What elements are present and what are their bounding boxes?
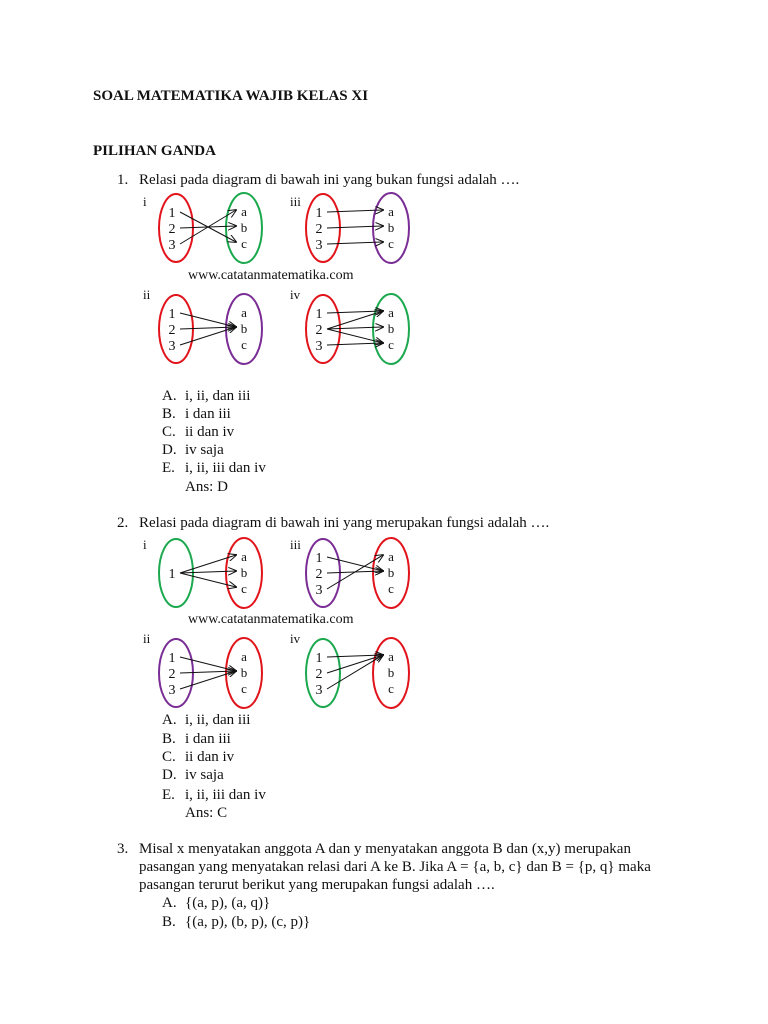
q3-line-3: pasangan terurut berikut yang merupakan fungsi adalah …. xyxy=(139,877,495,893)
q2-label-i: i xyxy=(143,537,147,552)
q1-option-c-text: ii dan iv xyxy=(185,424,235,440)
domain-element-3: 3 xyxy=(315,339,323,354)
q1-option-a-letter: A. xyxy=(162,388,177,404)
codomain-element-a: a xyxy=(388,649,394,664)
mapping-arrow-2-b xyxy=(180,671,236,673)
domain-element-1: 1 xyxy=(168,206,176,221)
domain-element-2: 2 xyxy=(168,667,176,682)
q2-label-iii: iii xyxy=(290,537,301,552)
codomain-element-c: c xyxy=(388,337,394,352)
q1-answer: Ans: D xyxy=(185,479,228,495)
domain-element-2: 2 xyxy=(315,323,323,338)
mapping-arrow-2-b xyxy=(180,327,236,329)
mapping-arrow-2-b xyxy=(327,226,383,228)
codomain-element-b: b xyxy=(240,220,248,235)
q2-option-a-text: i, ii, dan iii xyxy=(185,712,251,728)
codomain-element-a: a xyxy=(241,549,247,564)
q2-option-e-letter: E. xyxy=(162,787,175,803)
q2-label-iv: iv xyxy=(290,631,301,646)
domain-element-2: 2 xyxy=(315,222,323,237)
q3-option-b-letter: B. xyxy=(162,914,176,930)
domain-element-3: 3 xyxy=(168,339,176,354)
q1-website: www.catatanmatematika.com xyxy=(188,268,354,283)
domain-element-2: 2 xyxy=(168,323,176,338)
q2-option-b-letter: B. xyxy=(162,731,176,747)
q2-label-ii: ii xyxy=(143,631,151,646)
domain-element-1: 1 xyxy=(315,307,323,322)
q2-website: www.catatanmatematika.com xyxy=(188,612,354,627)
diagram-q1-iv xyxy=(297,291,427,371)
codomain-element-c: c xyxy=(241,236,247,251)
domain-element-1: 1 xyxy=(315,206,323,221)
q1-label-ii: ii xyxy=(143,287,151,302)
codomain-element-a: a xyxy=(241,305,247,320)
codomain-element-a: a xyxy=(388,305,394,320)
q1-option-d-letter: D. xyxy=(162,442,177,458)
mapping-arrow-2-c xyxy=(327,329,383,343)
diagram-q2-iv xyxy=(297,635,427,715)
domain-element-2: 2 xyxy=(315,667,323,682)
codomain-element-c: c xyxy=(388,681,394,696)
codomain-element-b: b xyxy=(240,665,248,680)
codomain-element-c: c xyxy=(241,581,247,596)
q3-number: 3. xyxy=(117,841,129,857)
q1-option-e-text: i, ii, iii dan iv xyxy=(185,460,266,476)
mapping-arrow-1-c xyxy=(180,573,236,587)
q1-number: 1. xyxy=(117,172,129,188)
q1-label-iv: iv xyxy=(290,287,301,302)
codomain-element-b: b xyxy=(387,321,395,336)
diagram-q1-iii xyxy=(297,190,427,270)
mapping-arrow-2-b xyxy=(327,327,383,329)
q1-option-b-text: i dan iii xyxy=(185,406,231,422)
diagram-q1-ii xyxy=(150,291,280,371)
domain-element-2: 2 xyxy=(168,222,176,237)
q1-label-iii: iii xyxy=(290,194,301,209)
codomain-element-b: b xyxy=(387,220,395,235)
domain-element-2: 2 xyxy=(315,567,323,582)
diagram-q2-i xyxy=(150,535,280,615)
codomain-element-b: b xyxy=(387,665,395,680)
codomain-element-c: c xyxy=(388,581,394,596)
domain-set-ellipse xyxy=(306,639,340,707)
domain-element-3: 3 xyxy=(315,238,323,253)
q2-answer: Ans: C xyxy=(185,805,228,821)
codomain-element-b: b xyxy=(240,565,248,580)
domain-element-1: 1 xyxy=(315,551,323,566)
q2-option-c-letter: C. xyxy=(162,749,176,765)
document-title: SOAL MATEMATIKA WAJIB KELAS XI xyxy=(93,88,369,104)
mapping-arrow-1-b xyxy=(180,571,236,573)
mapping-arrow-2-a xyxy=(327,311,383,329)
diagram-q1-i xyxy=(150,190,280,270)
q2-option-a-letter: A. xyxy=(162,712,177,728)
codomain-element-c: c xyxy=(241,337,247,352)
q2-number: 2. xyxy=(117,515,129,531)
q3-line-1: Misal x menyatakan anggota A dan y menyatakan anggota B dan (x,y) merupakan xyxy=(139,841,631,857)
mapping-arrow-2-a xyxy=(327,655,383,673)
codomain-element-a: a xyxy=(241,204,247,219)
domain-element-3: 3 xyxy=(168,683,176,698)
q3-option-a-letter: A. xyxy=(162,895,177,911)
q1-text: Relasi pada diagram di bawah ini yang bukan fungsi adalah …. xyxy=(139,172,520,188)
q1-label-i: i xyxy=(143,194,147,209)
codomain-element-a: a xyxy=(241,649,247,664)
q1-option-e-letter: E. xyxy=(162,460,175,476)
q2-text: Relasi pada diagram di bawah ini yang merupakan fungsi adalah …. xyxy=(139,515,550,531)
codomain-element-c: c xyxy=(388,236,394,251)
q1-option-a-text: i, ii, dan iii xyxy=(185,388,251,404)
q2-option-c-text: ii dan iv xyxy=(185,749,235,765)
q2-option-d-letter: D. xyxy=(162,767,177,783)
q1-option-c-letter: C. xyxy=(162,424,176,440)
q3-line-2: pasangan yang menyatakan relasi dari A ke B. Jika A = {a, b, c} dan B = {p, q} maka xyxy=(139,859,651,875)
q1-option-d-text: iv saja xyxy=(185,442,224,458)
q2-option-e-text: i, ii, iii dan iv xyxy=(185,787,266,803)
codomain-element-b: b xyxy=(240,321,248,336)
codomain-element-b: b xyxy=(387,565,395,580)
section-title: PILIHAN GANDA xyxy=(93,143,216,159)
domain-element-3: 3 xyxy=(315,683,323,698)
codomain-element-c: c xyxy=(241,681,247,696)
q2-option-b-text: i dan iii xyxy=(185,731,231,747)
q1-option-b-letter: B. xyxy=(162,406,176,422)
q3-option-b-text: {(a, p), (b, p), (c, p)} xyxy=(185,914,311,930)
mapping-arrow-1-a xyxy=(180,555,236,573)
domain-element-3: 3 xyxy=(315,583,323,598)
domain-element-3: 3 xyxy=(168,238,176,253)
codomain-element-a: a xyxy=(388,204,394,219)
diagram-q2-ii xyxy=(150,635,280,715)
codomain-element-a: a xyxy=(388,549,394,564)
diagram-q2-iii xyxy=(297,535,427,615)
q2-option-d-text: iv saja xyxy=(185,767,224,783)
domain-element-1: 1 xyxy=(168,307,176,322)
q3-option-a-text: {(a, p), (a, q)} xyxy=(185,895,271,911)
domain-element-1: 1 xyxy=(168,651,176,666)
domain-element-1: 1 xyxy=(168,567,176,582)
domain-element-1: 1 xyxy=(315,651,323,666)
